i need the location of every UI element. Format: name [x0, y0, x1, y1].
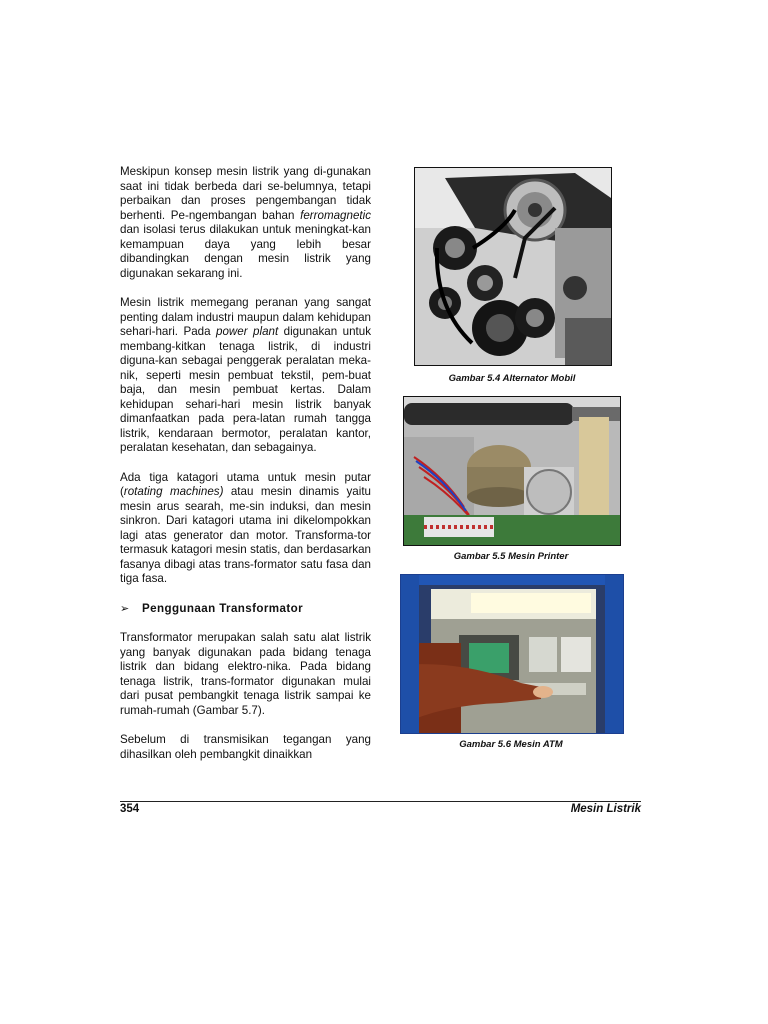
body-text-column — [120, 165, 371, 777]
footer-divider — [120, 801, 641, 802]
figure-caption-alternator: Gambar 5.4 Alternator Mobil — [448, 373, 576, 384]
atm-photo — [400, 574, 624, 734]
alternator-photo — [414, 167, 612, 366]
chapter-title: Mesin Listrik — [570, 803, 641, 815]
figure-caption-atm: Gambar 5.6 Mesin ATM — [459, 739, 563, 750]
printer-photo — [403, 396, 621, 546]
paragraph-2: Mesin listrik memegang peranan yang sangat penting dalam industri maupun dalam kehidupan sehari-hari. Pada power plant digunakan untuk membang-kitkan tenaga listrik, di industri diguna-kan sebagai penggerak peralatan meka-nik, seperti mesin pembuat tekstil, pem-buat baja, dan mesin pembuat kertas. Dalam kehidupan sehari-hari mesin listrik banyak dimanfaatkan pada pera-latan rumah tangga listrik, kendaraan bermotor, peralatan kantor, peralatan kesehatan, dan sebagainya. — [120, 296, 371, 454]
arrow-bullet-icon: ➢ — [120, 602, 130, 615]
paragraph-5: Sebelum di transmisikan tegangan yang dihasilkan oleh pembangkit dinaikkan — [120, 733, 371, 761]
page-number: 354 — [120, 803, 140, 815]
section-heading-text: Penggunaan Transformator — [142, 601, 303, 615]
section-heading — [120, 602, 371, 617]
paragraph-4: Transformator merupakan salah satu alat listrik yang banyak digunakan pada bidang tenaga listrik dan bidang elektro-nika. Pada bidang tenaga listrik, trans-formator digunakan mulai dari pusat pembangkit tenaga listrik sampai ke rumah-rumah (Gambar 5.7). — [120, 631, 371, 717]
figure-caption-printer: Gambar 5.5 Mesin Printer — [453, 551, 569, 562]
paragraph-1: Meskipun konsep mesin listrik yang di-gunakan saat ini tidak berbeda dari se-belumnya, tetapi perbaikan dan proses pengembangan tidak berhenti. Pe-ngembangan bahan ferromagnetic dan isolasi terus dilakukan untuk meningkat-kan kemampuan daya yang lebih besar dibandingkan dengan mesin listrik yang digunakan sekarang ini. — [120, 165, 371, 280]
paragraph-3: Ada tiga katagori utama untuk mesin putar (rotating machines) atau mesin dinamis yaitu mesin arus searah, me-sin induksi, dan mesin sinkron. Dari katagori utama ini dikelompokkan lagi atas generator dan motor. Transforma-tor termasuk katagori mesin statis, dan berdasarkan fasanya dibagi atas trans-formator satu fasa dan tiga fasa. — [120, 470, 371, 585]
